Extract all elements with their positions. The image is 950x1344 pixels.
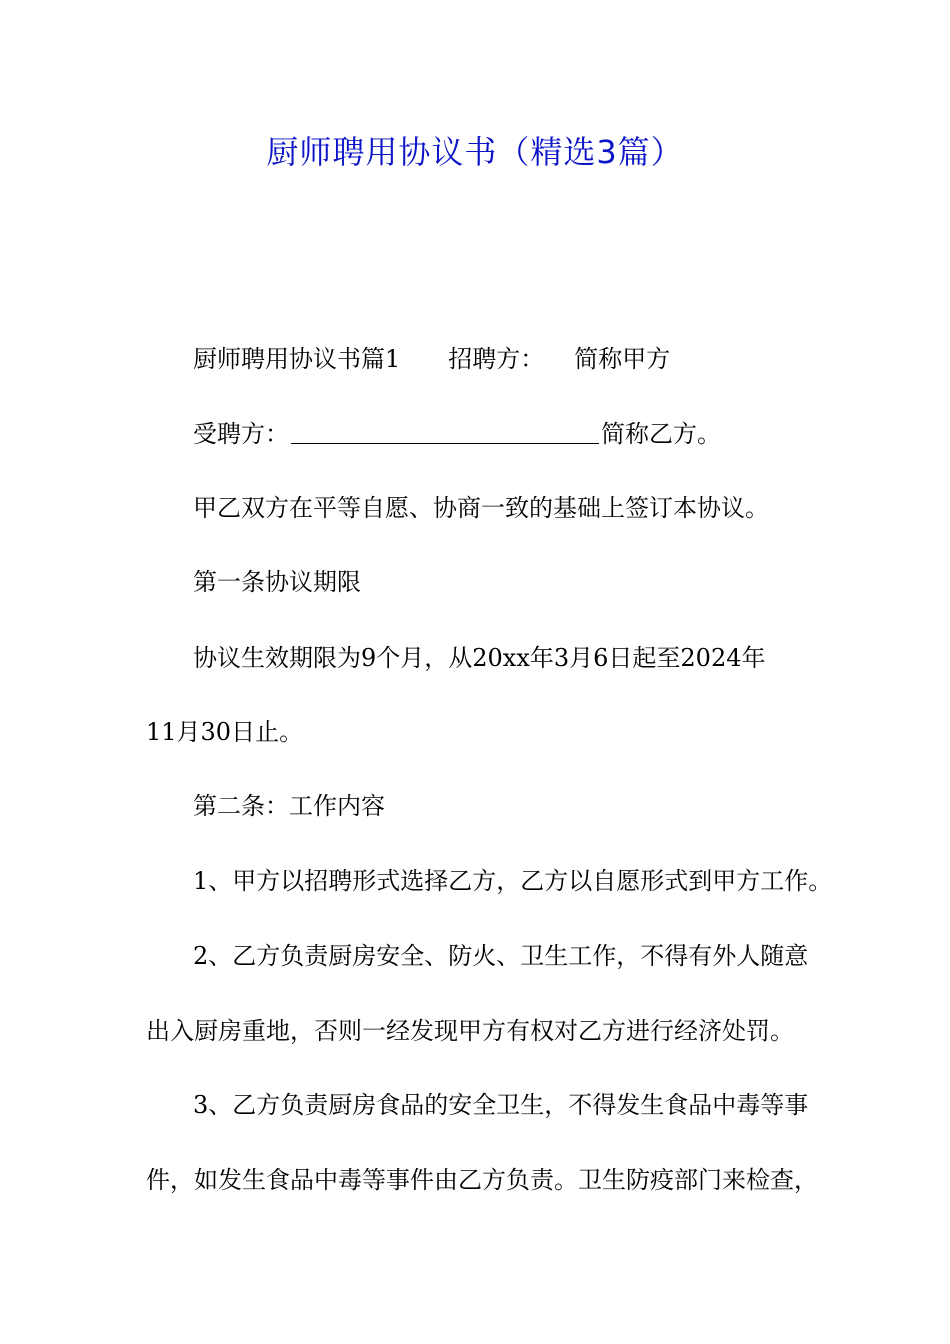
paragraph-line-9: 2、乙方负责厨房安全、防火、卫生工作，不得有外人随意: [193, 942, 809, 970]
employee-label: 受聘方：: [193, 420, 289, 448]
paragraph-line-10: 出入厨房重地，否则一经发现甲方有权对乙方进行经济处罚。: [146, 1017, 794, 1045]
article-heading-2: 第二条：工作内容: [193, 792, 385, 820]
article-heading-1: 第一条协议期限: [193, 568, 361, 596]
employee-name-blank: [291, 419, 599, 444]
employer-abbrev: 简称甲方: [574, 345, 671, 373]
paragraph-line-6: 11月30日止。: [146, 718, 304, 746]
document-title: 厨师聘用协议书（精选3篇）: [266, 133, 684, 171]
employee-abbrev: 简称乙方。: [601, 420, 721, 448]
paragraph-line-5: 协议生效期限为9个月，从20xx年3月6日起至2024年: [193, 644, 766, 672]
paragraph-line-11: 3、乙方负责厨房食品的安全卫生，不得发生食品中毒等事: [193, 1091, 809, 1119]
paragraph-line-12: 件，如发生食品中毒等事件由乙方负责。卫生防疫部门来检查，: [146, 1166, 818, 1194]
paragraph-line-3: 甲乙双方在平等自愿、协商一致的基础上签订本协议。: [193, 494, 769, 522]
paragraph-line-8: 1、甲方以招聘形式选择乙方，乙方以自愿形式到甲方工作。: [193, 867, 833, 895]
employer-label: 招聘方：: [448, 345, 545, 373]
section-heading: 厨师聘用协议书篇1: [193, 345, 401, 373]
paragraph-line-2: [193, 416, 893, 452]
paragraph-line-1: [193, 341, 893, 377]
